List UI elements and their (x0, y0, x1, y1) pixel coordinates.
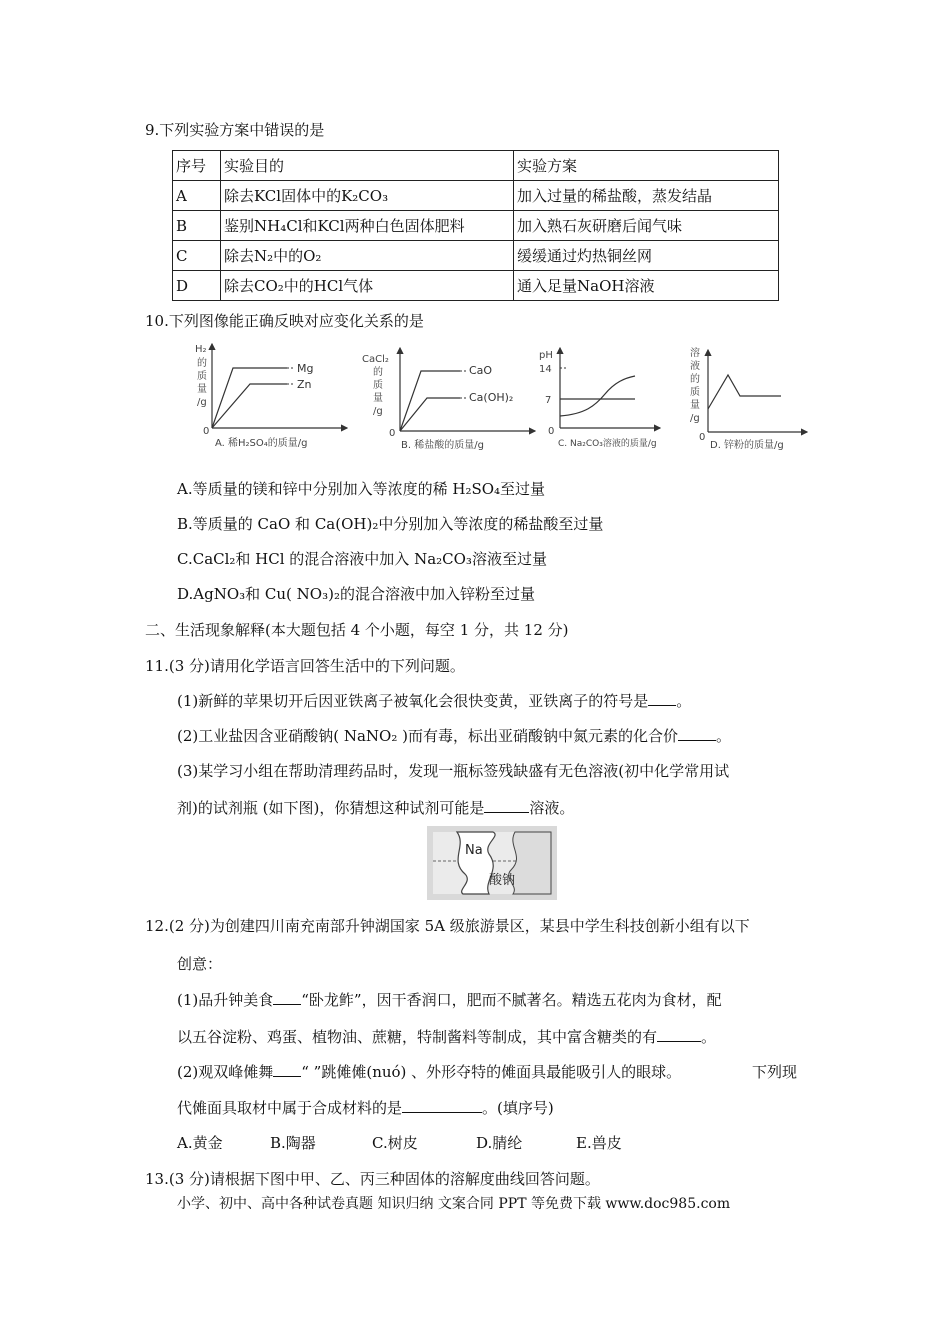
q12-part2-line2 (177, 1097, 554, 1118)
q11-part2-end: 。 (716, 727, 732, 745)
graph-d-ylabel: 液 (690, 361, 700, 372)
section-heading: 二、生活现象解释(本大题包括 4 个小题，每空 1 分，共 12 分) (145, 621, 569, 639)
q9-table (172, 150, 779, 301)
q11-part3-end: 溶液。 (529, 799, 575, 817)
graph-b-line-cao (400, 371, 460, 431)
q12-title-cont: 创意： (177, 955, 223, 973)
q11-part3-line2 (177, 797, 574, 818)
graph-b-series-label: Ca(OH)₂ (469, 391, 514, 404)
table-cell: 除去CO₂中的HCl气体 (221, 271, 514, 301)
q12-part1-line1 (177, 989, 722, 1010)
label-text-bottom: 酸钠 (489, 873, 516, 888)
table-header: 实验方案 (514, 151, 779, 181)
answer-blank[interactable] (273, 1062, 301, 1077)
graph-a-line-mg (212, 368, 287, 428)
q12-choice-c: C.树皮 (372, 1134, 418, 1152)
q12-choice-a: A.黄金 (177, 1134, 223, 1152)
q12-part2-line1 (177, 1061, 681, 1082)
answer-blank[interactable] (678, 726, 716, 741)
graph-d (690, 346, 807, 451)
graph-b-ylabel: 量 (373, 393, 383, 404)
q12-part1-line2 (177, 1026, 716, 1047)
graph-b-ylabel: CaCl₂ (362, 354, 389, 365)
table-cell: 除去KCl固体中的K₂CO₃ (221, 181, 514, 211)
q12-part1-text-c: 以五谷淀粉、鸡蛋、植物油、蔗糖，特制酱料等制成，其中富含糖类的有 (177, 1028, 658, 1046)
table-header-row (173, 151, 779, 181)
table-row (173, 241, 779, 271)
answer-blank[interactable] (273, 990, 301, 1005)
graph-a-ylabel: H₂ (195, 344, 207, 355)
graph-a-xlabel: A. 稀H₂SO₄的质量/g (215, 438, 308, 449)
q12-choice-d: D.腈纶 (476, 1134, 523, 1152)
table-cell: D (173, 271, 221, 301)
graph-a-series-label: Mg (297, 362, 314, 375)
q11-part3-line1: (3)某学习小组在帮助清理药品时，发现一瓶标签残缺盛有无色溶液(初中化学常用试 (177, 762, 730, 780)
q11-part2-text: (2)工业盐因含亚硝酸钠( NaNO₂ )而有毒，标出亚硝酸钠中氮元素的化合价 (177, 727, 678, 745)
q10-graphs (175, 336, 815, 458)
q11-part3-text: 剂)的试剂瓶 (如下图)，你猜想这种试剂可能是 (177, 799, 485, 817)
q12-part1-text: (1)品升钟美食 (177, 991, 274, 1009)
graph-a-series-label: Zn (297, 378, 312, 391)
q9-title: 9.下列实验方案中错误的是 (145, 121, 325, 139)
graph-d-ylabel: /g (690, 413, 700, 424)
graph-d-ylabel: 溶 (690, 348, 700, 359)
label-text-top: Na (465, 843, 483, 858)
answer-blank[interactable] (402, 1098, 482, 1113)
q10-option-d: D.AgNO₃和 Cu( NO₃)₂的混合溶液中加入锌粉至过量 (177, 585, 535, 603)
graph-a-ylabel: 量 (197, 384, 207, 395)
graph-d-ylabel: 的 (690, 374, 700, 385)
q10-option-a: A.等质量的镁和锌中分别加入等浓度的稀 H₂SO₄至过量 (177, 480, 546, 498)
graph-c-xlabel: C. Na₂CO₃溶液的质量/g (558, 439, 657, 449)
answer-blank[interactable] (648, 691, 676, 706)
graph-b-origin: 0 (389, 428, 396, 439)
table-cell: A (173, 181, 221, 211)
table-row (173, 181, 779, 211)
q11-part1-text: (1)新鲜的苹果切开后因亚铁离子被氧化会很快变黄，亚铁离子的符号是 (177, 692, 649, 710)
graph-b-ylabel: 质 (373, 380, 383, 391)
graph-d-ylabel: 量 (690, 400, 700, 411)
graph-a-ylabel: 的 (197, 358, 207, 369)
answer-blank[interactable] (484, 798, 529, 813)
q11-part1 (177, 690, 691, 711)
graph-a-origin: 0 (203, 426, 210, 437)
graph-b-ylabel: 的 (373, 367, 383, 378)
graph-b-ylabel: /g (373, 406, 383, 417)
graph-a-ylabel: 质 (197, 371, 207, 382)
graph-b (362, 348, 535, 451)
graph-d-line (708, 375, 781, 409)
graph-d-xlabel: D. 锌粉的质量/g (710, 440, 784, 451)
table-cell: B (173, 211, 221, 241)
table-cell: 加入熟石灰研磨后闻气味 (514, 211, 779, 241)
q10-option-c: C.CaCl₂和 HCl 的混合溶液中加入 Na₂CO₃溶液至过量 (177, 550, 547, 568)
graph-b-line-caoh2 (400, 398, 460, 431)
table-cell: 除去N₂中的O₂ (221, 241, 514, 271)
q12-part1-text-b: “卧龙鲊”，因干香润口，肥而不腻著名。精选五花肉为食材，配 (301, 991, 722, 1009)
table-cell: 通入足量NaOH溶液 (514, 271, 779, 301)
graph-c-curve (560, 376, 635, 416)
q12-part2-text: (2)观双峰傩舞 (177, 1063, 274, 1081)
graph-a-line-zn (212, 384, 287, 428)
table-header: 序号 (173, 151, 221, 181)
graph-a (195, 344, 347, 449)
table-cell: C (173, 241, 221, 271)
q11-part2 (177, 725, 731, 746)
table-cell: 缓缓通过灼热铜丝网 (514, 241, 779, 271)
q12-part2-text-c: 下列现 (752, 1063, 798, 1081)
table-header: 实验目的 (221, 151, 514, 181)
reagent-label-image (427, 826, 557, 900)
q13-title: 13.(3 分)请根据下图中甲、乙、丙三种固体的溶解度曲线回答问题。 (145, 1170, 600, 1188)
graph-c-tick: 14 (539, 364, 552, 375)
graph-c-ylabel: pH (539, 350, 553, 361)
graph-b-series-label: CaO (469, 364, 493, 377)
q11-part1-end: 。 (676, 692, 692, 710)
table-cell: 加入过量的稀盐酸，蒸发结晶 (514, 181, 779, 211)
table-row (173, 271, 779, 301)
graph-d-origin: 0 (699, 432, 706, 443)
q11-title: 11.(3 分)请用化学语言回答生活中的下列问题。 (145, 657, 465, 675)
q10-option-b: B.等质量的 CaO 和 Ca(OH)₂中分别加入等浓度的稀盐酸至过量 (177, 515, 604, 533)
graph-d-ylabel: 质 (690, 387, 700, 398)
table-cell: 鉴别NH₄Cl和KCl两种白色固体肥料 (221, 211, 514, 241)
table-row (173, 211, 779, 241)
q12-choice-b: B.陶器 (270, 1134, 316, 1152)
graph-a-ylabel: /g (197, 397, 207, 408)
q12-part2-text-b: “ ”跳傩傩(nuó) 、外形夺特的傩面具最能吸引人的眼球。 (301, 1063, 682, 1081)
graph-c (539, 348, 660, 449)
graph-b-xlabel: B. 稀盐酸的质量/g (401, 440, 484, 451)
q12-title: 12.(2 分)为创建四川南充南部升钟湖国家 5A 级旅游景区，某县中学生科技创新小组有以下 (145, 917, 750, 935)
q12-part2-end: 。(填序号) (482, 1099, 554, 1117)
page-footer: 小学、初中、高中各种试卷真题 知识归纳 文案合同 PPT 等免费下载 www.doc985.com (177, 1196, 731, 1212)
answer-blank[interactable] (657, 1027, 701, 1042)
graph-c-origin: 0 (548, 426, 555, 437)
q10-title: 10.下列图像能正确反映对应变化关系的是 (145, 312, 424, 330)
q12-part1-end: 。 (701, 1028, 717, 1046)
graph-c-tick: 7 (545, 395, 552, 406)
q12-choice-e: E.兽皮 (576, 1134, 622, 1152)
q12-part2-text-d: 代傩面具取材中属于合成材料的是 (177, 1099, 403, 1117)
